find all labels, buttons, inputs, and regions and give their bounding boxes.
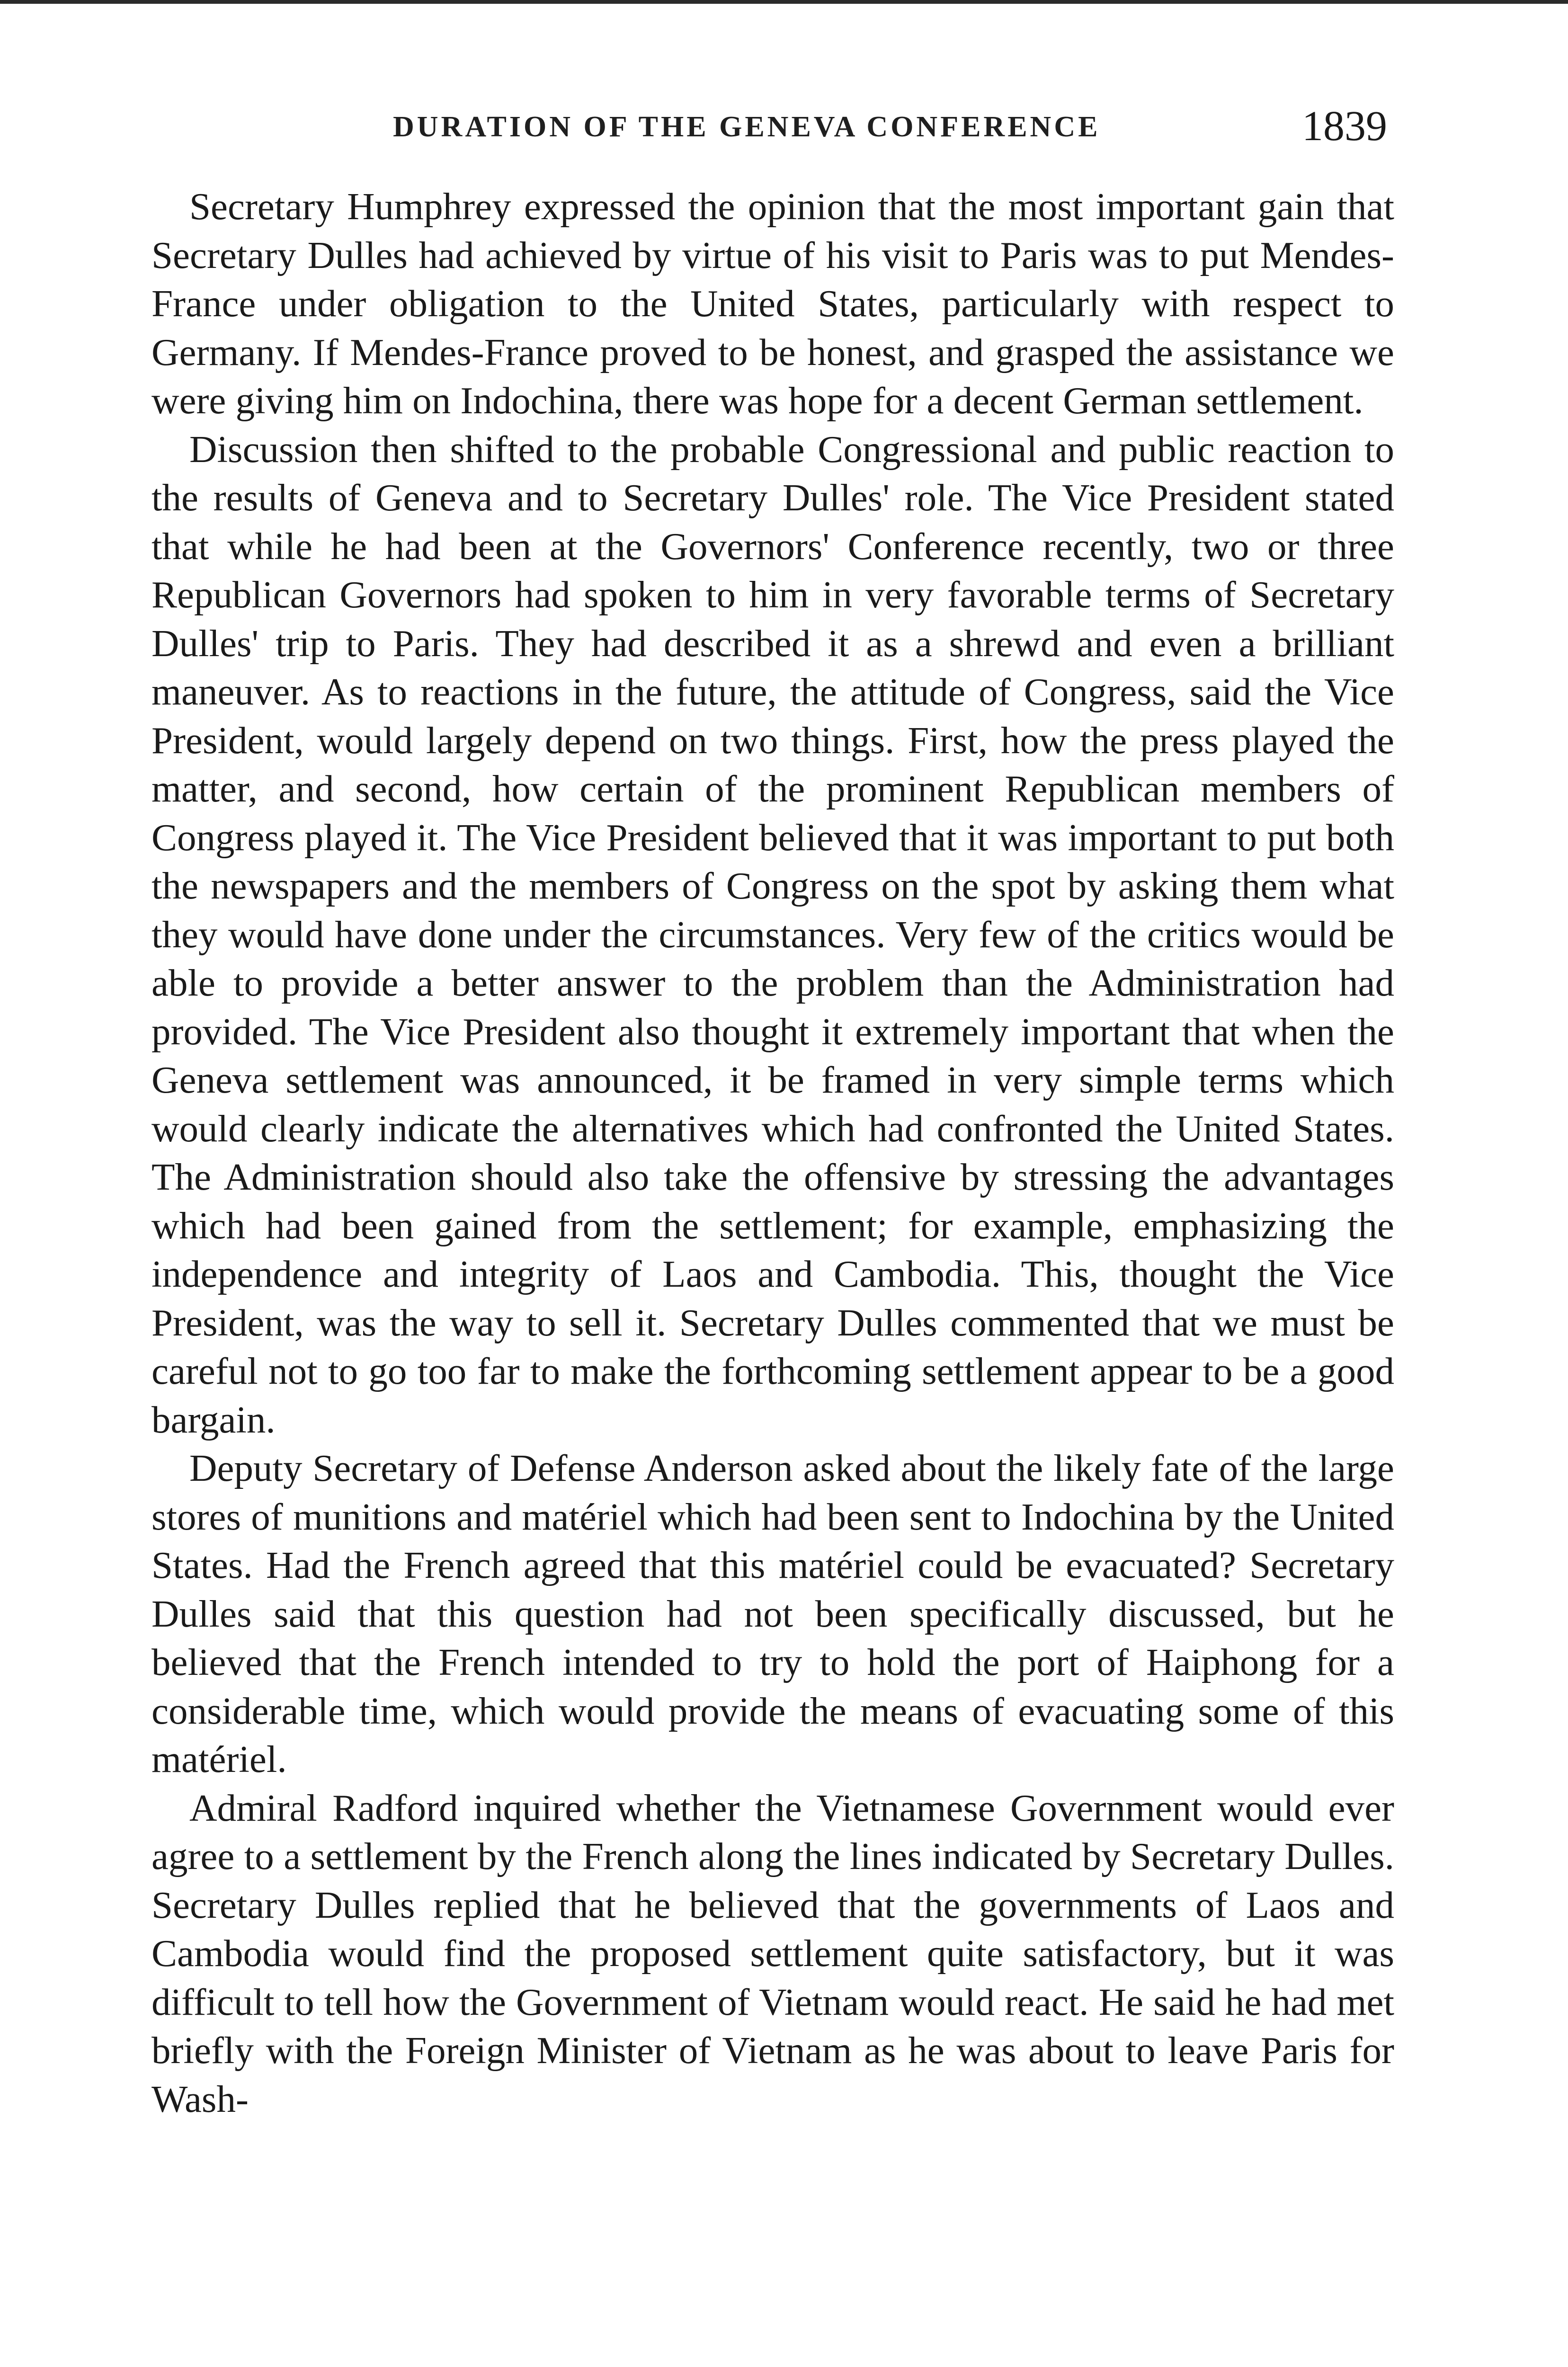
top-rule xyxy=(0,0,1568,4)
paragraph: Secretary Humphrey expressed the opinion that the most important gain that Secretary Dulles had achieved by virtue of his visit to Paris was to put Mendes-France under obligation to the United States, particularly with respect to Germany. If Mendes-France proved to be honest, and grasped the assistance we were giving him on Indochina, there was hope for a decent German settlement. xyxy=(151,185,1394,422)
page-header xyxy=(151,102,1397,159)
body-text xyxy=(151,182,1394,2123)
paragraph: Admiral Radford inquired whether the Vietnamese Government would ever agree to a settlement by the French along the lines indicated by Secretary Dulles. Secretary Dulles replied that he believed that the governments of Laos and Cambodia would find the proposed settlement quite satisfactory, but it was difficult to tell how the Government of Vietnam would react. He said he had met briefly with the Foreign Minister of Vietnam as he was about to leave Paris for Wash- xyxy=(151,1786,1394,2120)
paragraph: Deputy Secretary of Defense Anderson asked about the likely fate of the large stores of munitions and matériel which had been sent to Indochina by the United States. Had the French agreed that this matériel could be evacuated? Secretary Dulles said that this question had not been specifically discussed, but he believed that the French intended to try to hold the port of Haiphong for a considerable time, which would provide the means of evacuating some of this matériel. xyxy=(151,1447,1394,1780)
running-head: DURATION OF THE GENEVA CONFERENCE xyxy=(393,111,1101,143)
page-number: 1839 xyxy=(1302,103,1387,150)
paragraph: Discussion then shifted to the probable Congressional and public reaction to the results of Geneva and to Secretary Dulles' role. The Vice President stated that while he had been at the Governors' Conference recently, two or three Republican Governors had spoken to him in very favorable terms of Secretary Dulles' trip to Paris. They had described it as a shrewd and even a brilliant maneuver. As to reactions in the future, the attitude of Congress, said the Vice President, would largely depend on two things. First, how the press played the matter, and second, how certain of the prominent Republican members of Congress played it. The Vice President believed that it was important to put both the newspapers and the members of Congress on the spot by asking them what they would have done under the circumstances. Very few of the critics would be able to provide a better answer to the problem than the Administration had provided. The Vice President also thought it extremely important that when the Geneva settlement was announced, it be framed in very simple terms which would clearly indicate the alternatives which had confronted the United States. The Administration should also take the offensive by stressing the advantages which had been gained from the settlement; for example, emphasizing the independence and integrity of Laos and Cambodia. This, thought the Vice President, was the way to sell it. Secretary Dulles commented that we must be careful not to go too far to make the forthcoming settlement appear to be a good bargain. xyxy=(151,427,1394,1441)
